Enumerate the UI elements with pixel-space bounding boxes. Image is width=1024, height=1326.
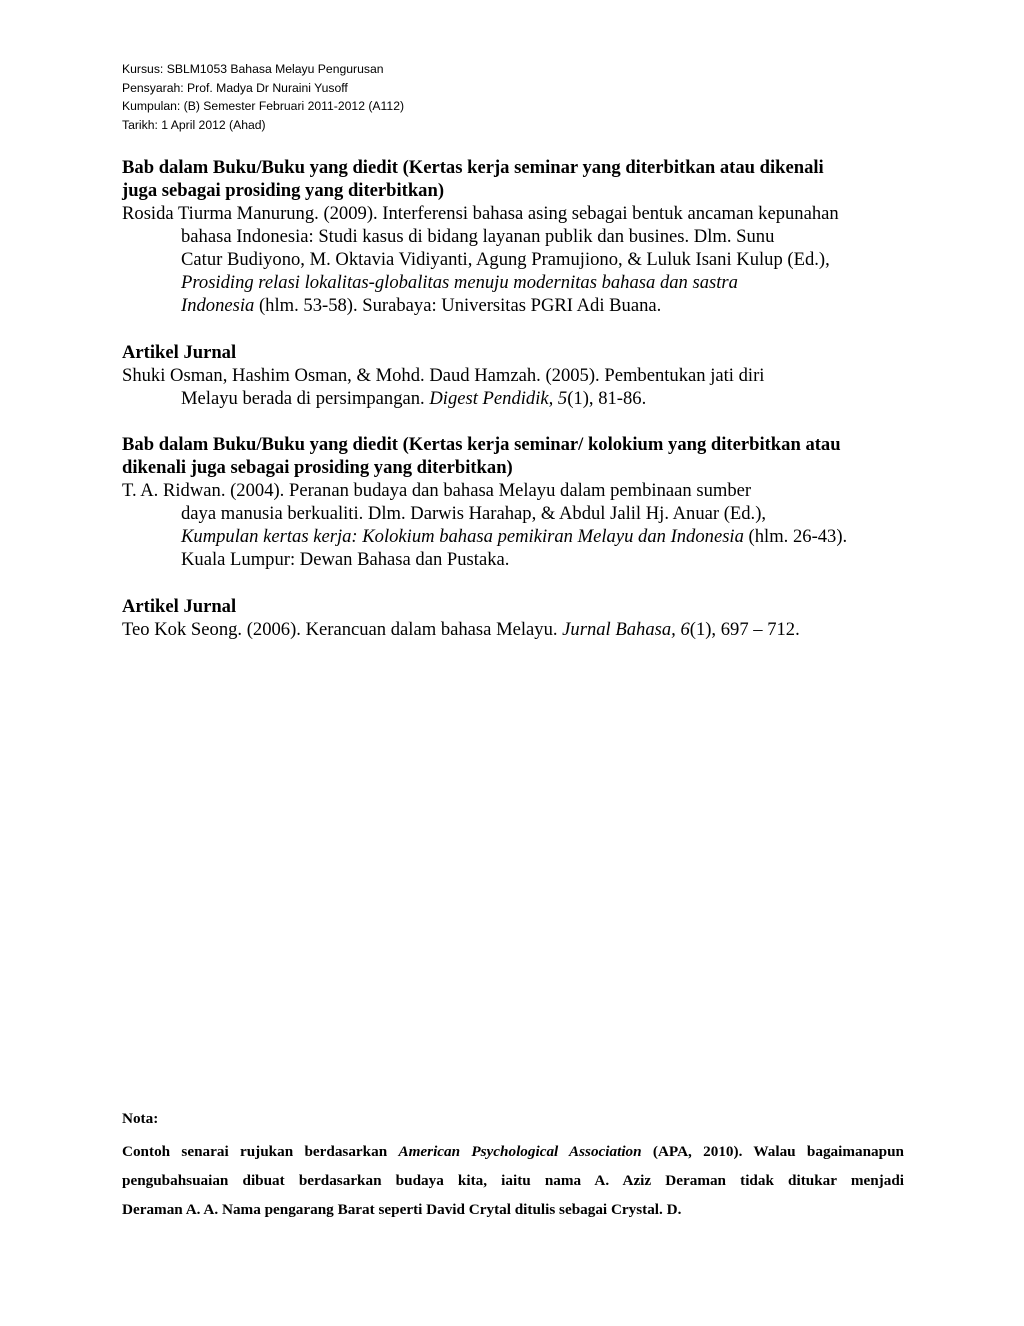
heading-line: Bab dalam Buku/Buku yang diedit (Kertas kerja seminar yang diterbitkan atau dikenali [122,157,824,178]
note-text: (APA, 2010). Walau bagaimanapun [641,1143,904,1160]
section-edited-book-2 [122,433,906,571]
note-line: Deraman A. A. Nama pengarang Barat seperti David Crytal ditulis sebagai Crystal. D. [122,1201,682,1218]
reference-line: Shuki Osman, Hashim Osman, & Mohd. Daud Hamzah. (2005). Pembentukan jati diri [122,365,765,386]
note-block [122,1104,904,1224]
note-line [122,1137,904,1166]
heading-line: dikenali juga sebagai prosiding yang diterbitkan) [122,457,513,478]
reference-pages: (1), 697 – 712. [689,619,800,640]
reference-title: Indonesia [181,295,255,316]
heading-line: juga sebagai prosiding yang diterbitkan) [122,180,445,201]
reference-line [122,294,906,317]
note-text-italic: American Psychological Association [398,1143,642,1160]
heading-line: Bab dalam Buku/Buku yang diedit (Kertas kerja seminar/ kolokium yang diterbitkan atau [122,434,841,455]
reference-line: daya manusia berkualiti. Dlm. Darwis Harahap, & Abdul Jalil Hj. Anuar (Ed.), [181,503,767,524]
reference-line: Catur Budiyono, M. Oktavia Vidiyanti, Agung Pramujiono, & Luluk Isani Kulup (Ed.), [181,249,830,270]
group-line: Kumpulan: (B) Semester Februari 2011-2012 (A112) [122,99,405,114]
reference-pages: (hlm. 26-43). [743,526,848,547]
reference-pages: (1), 81-86. [567,388,647,409]
section-edited-book-1 [122,156,906,317]
reference-line [122,618,906,641]
reference-text: Melayu berada di persimpangan. [181,388,430,409]
reference-line: T. A. Ridwan. (2004). Peranan budaya dan bahasa Melayu dalam pembinaan sumber [122,480,752,501]
reference-text: Teo Kok Seong. (2006). Kerancuan dalam bahasa Melayu. [122,619,563,640]
lecturer-line: Pensyarah: Prof. Madya Dr Nuraini Yusoff [122,80,348,95]
note-text: Contoh senarai rujukan berdasarkan [122,1143,399,1160]
journal-title: Jurnal Bahasa, 6 [562,619,690,640]
journal-title: Digest Pendidik, 5 [429,388,568,409]
section-heading [122,156,906,202]
course-line: Kursus: SBLM1053 Bahasa Melayu Pengurusan [122,62,384,76]
reference-pages: (hlm. 53-58). Surabaya: Universitas PGRI Adi Buana. [254,295,662,316]
section-journal-article-1 [122,341,906,410]
section-journal-article-2 [122,595,906,641]
reference-title: Prosiding relasi lokalitas-globalitas menuju modernitas bahasa dan sastra [181,272,738,293]
section-heading: Artikel Jurnal [122,342,237,363]
course-header [122,60,404,135]
date-line: Tarikh: 1 April 2012 (Ahad) [122,118,266,133]
reference-line: Rosida Tiurma Manurung. (2009). Interferensi bahasa asing sebagai bentuk ancaman kepunahan [122,203,839,224]
section-heading [122,433,906,479]
reference-title: Kumpulan kertas kerja: Kolokium bahasa pemikiran Melayu dan Indonesia [181,526,744,547]
reference-line: bahasa Indonesia: Studi kasus di bidang layanan publik dan busines. Dlm. Sunu [181,226,775,247]
reference-line: Kuala Lumpur: Dewan Bahasa dan Pustaka. [181,549,510,570]
note-title: Nota: [122,1110,159,1127]
note-line: pengubahsuaian dibuat berdasarkan budaya kita, iaitu nama A. Aziz Deraman tidak ditukar menjadi [122,1172,904,1189]
reference-line [122,525,906,548]
section-heading: Artikel Jurnal [122,596,237,617]
reference-line [122,387,906,410]
